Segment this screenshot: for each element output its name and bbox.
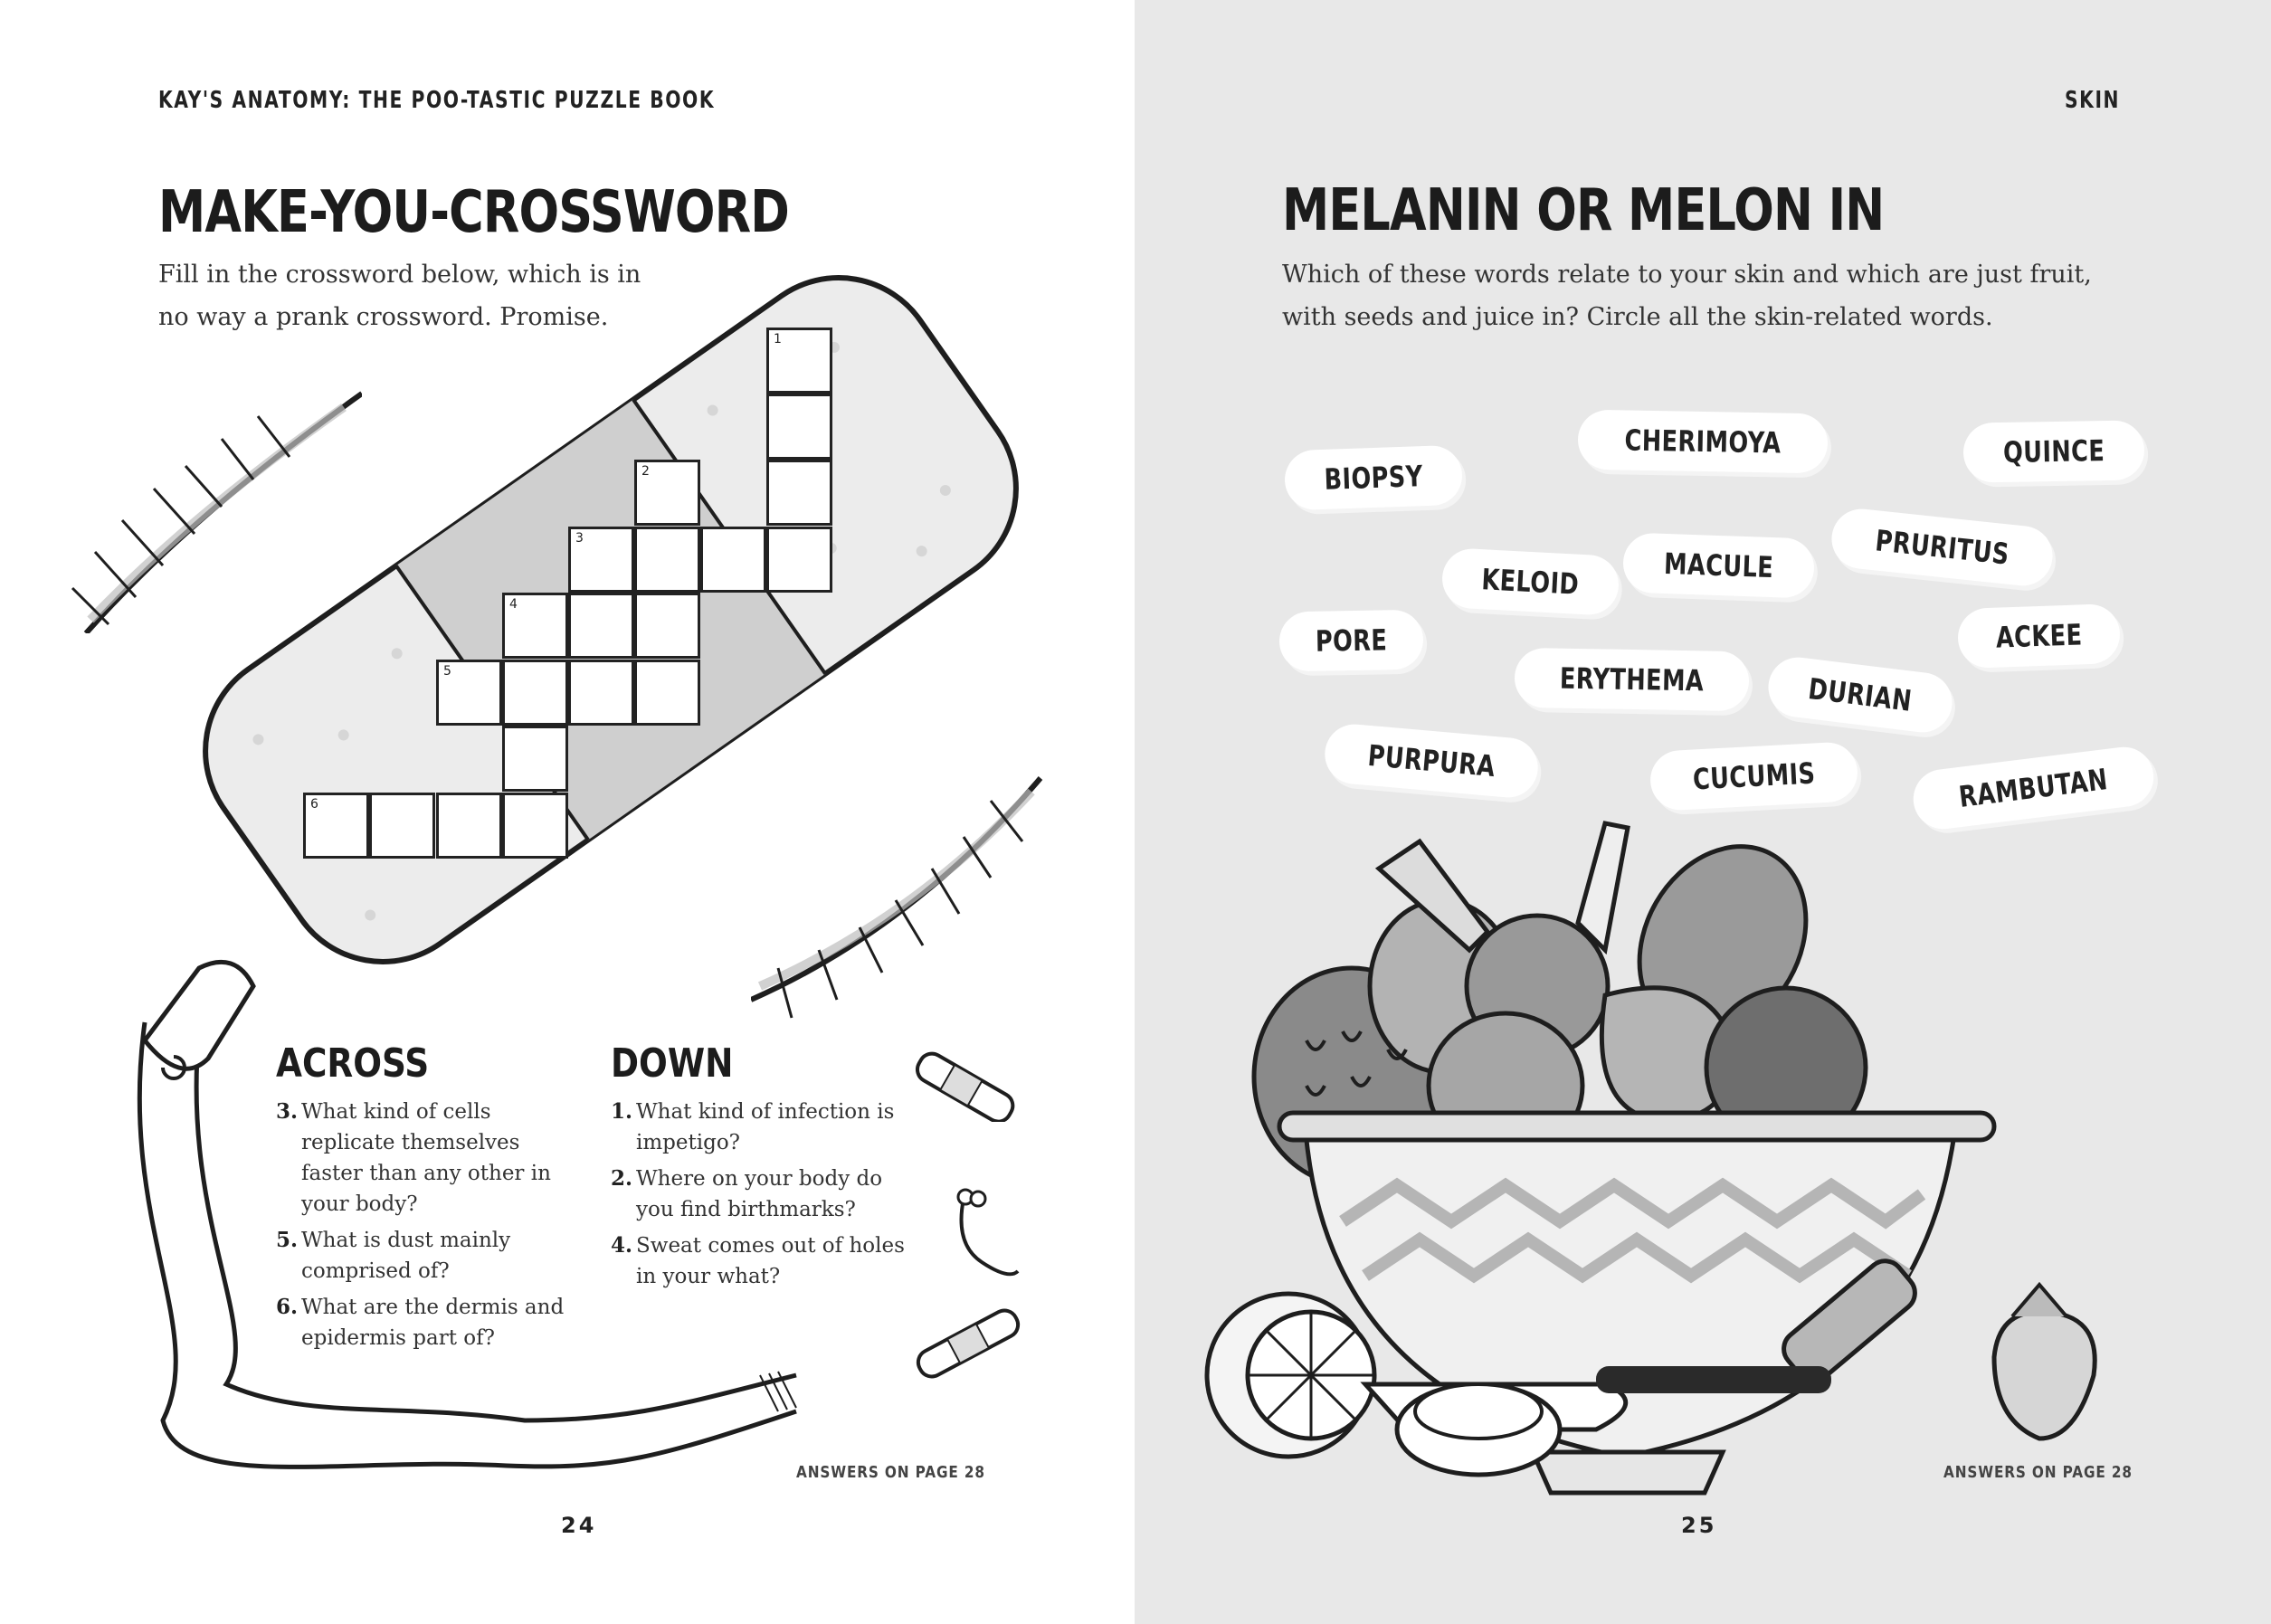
word-macule[interactable]: MACULE <box>1622 532 1816 598</box>
worm-doodle <box>945 1172 1027 1289</box>
clue-item: 1. What kind of infection is impetigo? <box>611 1099 895 1154</box>
word-biopsy[interactable]: BIOPSY <box>1284 445 1463 511</box>
intro-line-2: no way a prank crossword. Promise. <box>158 303 609 331</box>
clue-number: 1 <box>774 332 782 347</box>
crossword-cell[interactable] <box>634 527 700 593</box>
crossword-cell[interactable] <box>766 394 832 460</box>
crossword-cell[interactable] <box>766 460 832 526</box>
word-keloid[interactable]: KELOID <box>1440 547 1620 616</box>
answers-note: ANSWERS ON PAGE 28 <box>1943 1463 2133 1482</box>
word-cucumis[interactable]: CUCUMIS <box>1649 741 1858 812</box>
intro-line-2: with seeds and juice in? Circle all the skin-related words. <box>1282 303 1993 331</box>
word-rambutan[interactable]: RAMBUTAN <box>1910 744 2157 832</box>
right-page <box>1135 0 2271 1624</box>
word-durian[interactable]: DURIAN <box>1765 654 1955 736</box>
crossword-cell[interactable] <box>568 660 634 726</box>
answers-note: ANSWERS ON PAGE 28 <box>796 1463 985 1482</box>
word-cherimoya[interactable]: CHERIMOYA <box>1577 410 1828 474</box>
clue-number: 5 <box>443 664 451 679</box>
intro-line-1: Fill in the crossword below, which is in <box>158 261 641 289</box>
clue-number: 3 <box>575 531 584 546</box>
crossword-cell[interactable] <box>502 593 568 659</box>
crossword-cell[interactable] <box>502 726 568 792</box>
word-pruritus[interactable]: PRURITUS <box>1829 506 2056 588</box>
clue-number: 6 <box>310 797 318 812</box>
crossword-cell[interactable] <box>502 660 568 726</box>
down-clues <box>611 1097 918 1297</box>
crossword-cell[interactable] <box>766 328 832 394</box>
page-number: 25 <box>1681 1513 1717 1538</box>
page-title: MAKE-YOU-CROSSWORD <box>158 179 790 246</box>
word-erythema[interactable]: ERYTHEMA <box>1514 648 1749 712</box>
clue-item: 4. Sweat comes out of holes in your what? <box>611 1233 905 1288</box>
crossword-cell[interactable] <box>369 793 435 859</box>
across-heading: ACROSS <box>276 1040 430 1087</box>
word-purpura[interactable]: PURPURA <box>1323 722 1541 800</box>
fruit-bowl-illustration <box>1198 805 2130 1511</box>
page-title: MELANIN OR MELON IN <box>1282 177 1885 244</box>
crossword-cell[interactable] <box>634 593 700 659</box>
crossword-cell[interactable] <box>766 527 832 593</box>
crossword-cell[interactable] <box>634 660 700 726</box>
intro-line-1: Which of these words relate to your skin and which are just fruit, <box>1282 261 2092 289</box>
word-ackee[interactable]: ACKEE <box>1957 603 2121 669</box>
clue-number: 4 <box>509 597 518 612</box>
clue-item: 6. What are the dermis and epidermis part of? <box>276 1295 565 1350</box>
across-clues <box>276 1097 565 1359</box>
stitches-top-left <box>54 380 362 633</box>
running-head: SKIN <box>2065 87 2121 114</box>
crossword-cell[interactable] <box>634 460 700 526</box>
crossword-cell[interactable] <box>568 593 634 659</box>
plaster-doodle-2 <box>905 1307 1031 1380</box>
clue-item: 3. What kind of cells replicate themselves faster than any other in your body? <box>276 1099 551 1216</box>
crossword-cell[interactable] <box>436 660 502 726</box>
crossword-cell[interactable] <box>568 527 634 593</box>
crossword-cell[interactable] <box>502 793 568 859</box>
crossword-cell[interactable] <box>303 793 369 859</box>
clue-item: 2. Where on your body do you find birthmarks? <box>611 1166 883 1221</box>
plaster-doodle-1 <box>905 1049 1022 1122</box>
page-number: 24 <box>561 1513 597 1538</box>
crossword-cell[interactable] <box>436 793 502 859</box>
clue-number: 2 <box>641 464 650 479</box>
word-quince[interactable]: QUINCE <box>1962 420 2144 482</box>
clue-item: 5. What is dust mainly comprised of? <box>276 1228 511 1283</box>
word-pore[interactable]: PORE <box>1278 610 1423 672</box>
left-page <box>0 0 1135 1624</box>
crossword-cell[interactable] <box>700 527 766 593</box>
running-head: KAY'S ANATOMY: THE POO-TASTIC PUZZLE BOOK <box>158 87 716 114</box>
down-heading: DOWN <box>611 1040 734 1087</box>
